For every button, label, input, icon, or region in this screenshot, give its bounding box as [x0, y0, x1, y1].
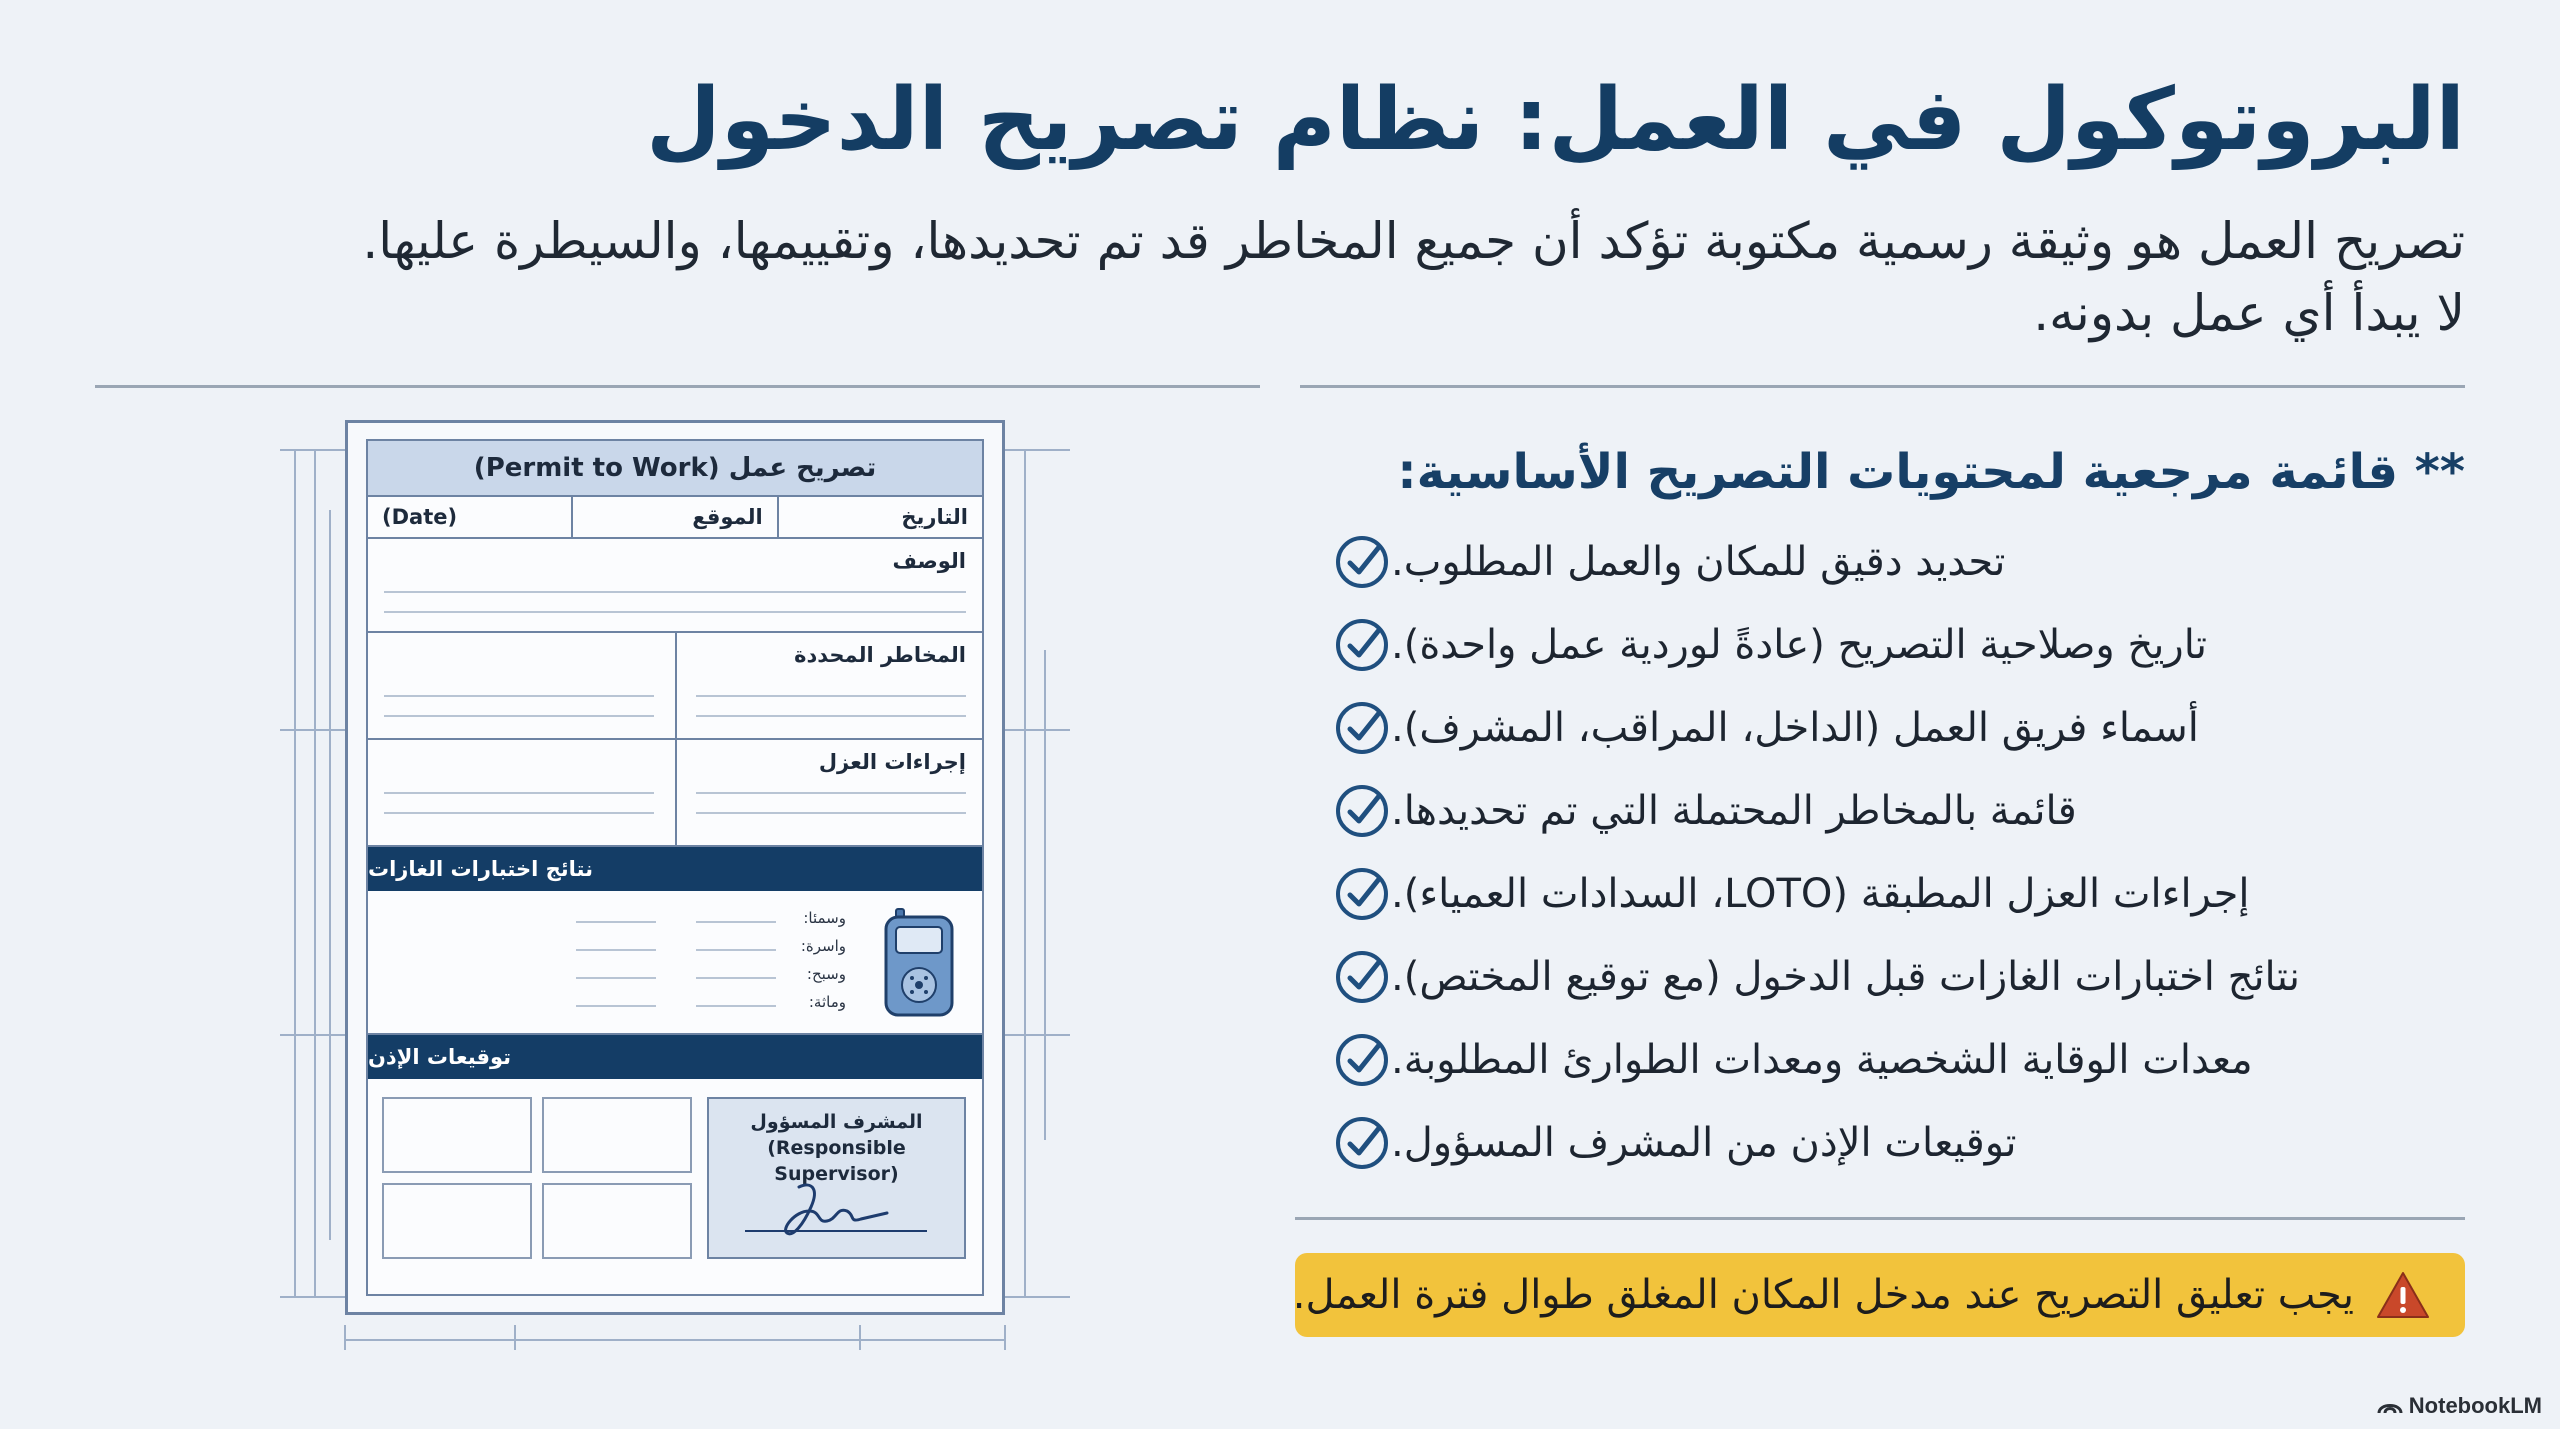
notebook-logo-icon	[2377, 1397, 2403, 1415]
meta-date-ar: التاريخ	[777, 497, 982, 537]
check-circle-icon	[1333, 1114, 1391, 1172]
checklist-item	[1305, 935, 2425, 1018]
signature-field	[542, 1183, 692, 1259]
gas-row	[626, 937, 846, 965]
checklist-item-text: إجراءات العزل المطبقة (LOTO، السدادات العمياء).	[1391, 870, 2250, 917]
form-line	[384, 812, 654, 814]
brand-logo	[2377, 1393, 2542, 1419]
gas-detector-icon	[882, 907, 956, 1019]
divider-right	[1300, 385, 2465, 388]
hazards-label: المخاطر المحددة	[794, 643, 966, 667]
gas-label: واسرة:	[800, 937, 846, 955]
hazards-section	[368, 633, 982, 740]
checklist	[1305, 520, 2425, 1184]
checklist-item-text: قائمة بالمخاطر المحتملة التي تم تحديدها.	[1391, 787, 2077, 834]
gas-row	[626, 965, 846, 993]
checklist-item-text: تاريخ وصلاحية التصريح (عادةً لوردية عمل واحدة).	[1391, 621, 2208, 668]
form-line	[384, 715, 654, 717]
checklist-item	[1305, 520, 2425, 603]
form-line	[696, 695, 966, 697]
supervisor-label-en: (Responsible Supervisor)	[767, 1137, 906, 1185]
gas-results-section	[368, 891, 982, 1035]
checklist-item-text: أسماء فريق العمل (الداخل، المراقب، المشرف).	[1391, 704, 2199, 751]
description-label: الوصف	[892, 549, 966, 573]
warning-triangle-icon	[2376, 1270, 2430, 1320]
isolation-label: إجراءات العزل	[818, 750, 966, 774]
checklist-item	[1305, 769, 2425, 852]
check-circle-icon	[1333, 1031, 1391, 1089]
signature-field	[382, 1183, 532, 1259]
gas-label: وسمئا:	[803, 909, 846, 927]
signatures-section	[368, 1079, 982, 1269]
meta-location: الموقع	[571, 497, 776, 537]
permit-form	[345, 420, 1005, 1315]
brand-name: NotebookLM	[2408, 1393, 2542, 1418]
signatures-bar: توقيعات الإذن	[368, 1035, 982, 1079]
checklist-item-text: توقيعات الإذن من المشرف المسؤول.	[1391, 1119, 2017, 1166]
form-line	[384, 611, 966, 613]
permit-form-title: تصريح عمل (Permit to Work)	[368, 441, 982, 497]
signature-icon	[737, 1167, 937, 1247]
checklist-item	[1305, 1018, 2425, 1101]
check-circle-icon	[1333, 533, 1391, 591]
warning-text: يجب تعليق التصريح عند مدخل المكان المغلق طوال فترة العمل.	[1292, 1272, 2354, 1318]
gas-label: وسبح:	[806, 965, 846, 983]
check-circle-icon	[1333, 616, 1391, 674]
warning-banner	[1292, 1253, 2465, 1337]
checklist-item-text: معدات الوقاية الشخصية ومعدات الطوارئ المطلوبة.	[1391, 1036, 2253, 1083]
form-line	[384, 792, 654, 794]
permit-meta-row	[368, 497, 982, 539]
form-line	[384, 591, 966, 593]
gas-label: وماثة:	[808, 993, 846, 1011]
checklist-item	[1305, 1101, 2425, 1184]
meta-date-en: (Date)	[382, 505, 458, 529]
signature-field	[382, 1097, 532, 1173]
gas-row	[626, 993, 846, 1021]
check-circle-icon	[1333, 699, 1391, 757]
lead-paragraph	[165, 205, 2465, 349]
gas-row	[626, 909, 846, 937]
gas-results-bar: نتائج اختبارات الغازات	[368, 847, 982, 891]
form-line	[696, 812, 966, 814]
form-line	[696, 715, 966, 717]
divider-bottom	[1295, 1217, 2465, 1220]
form-line	[384, 695, 654, 697]
signature-field	[542, 1097, 692, 1173]
checklist-heading: ** قائمة مرجعية لمحتويات التصريح الأساسية:	[1397, 444, 2465, 500]
form-line	[696, 792, 966, 794]
checklist-item-text: نتائج اختبارات الغازات قبل الدخول (مع توقيع المختص).	[1391, 953, 2300, 1000]
check-circle-icon	[1333, 948, 1391, 1006]
checklist-item-text: تحديد دقيق للمكان والعمل المطلوب.	[1391, 538, 2006, 585]
lead-line-2: لا يبدأ أي عمل بدونه.	[2033, 284, 2465, 342]
supervisor-signature-box	[707, 1097, 966, 1259]
checklist-item	[1305, 852, 2425, 935]
column-divider	[675, 633, 677, 738]
checklist-item	[1305, 686, 2425, 769]
lead-line-1: تصريح العمل هو وثيقة رسمية مكتوبة تؤكد أن جميع المخاطر قد تم تحديدها، وتقييمها، والسيطرة عليها.	[362, 212, 2465, 270]
description-section	[368, 539, 982, 633]
isolation-section	[368, 740, 982, 847]
supervisor-label-ar: المشرف المسؤول	[750, 1111, 923, 1133]
check-circle-icon	[1333, 865, 1391, 923]
divider-left	[95, 385, 1260, 388]
column-divider	[675, 740, 677, 845]
checklist-item	[1305, 603, 2425, 686]
page-title: البروتوكول في العمل: نظام تصريح الدخول	[646, 70, 2465, 170]
permit-form-inner	[366, 439, 984, 1296]
check-circle-icon	[1333, 782, 1391, 840]
